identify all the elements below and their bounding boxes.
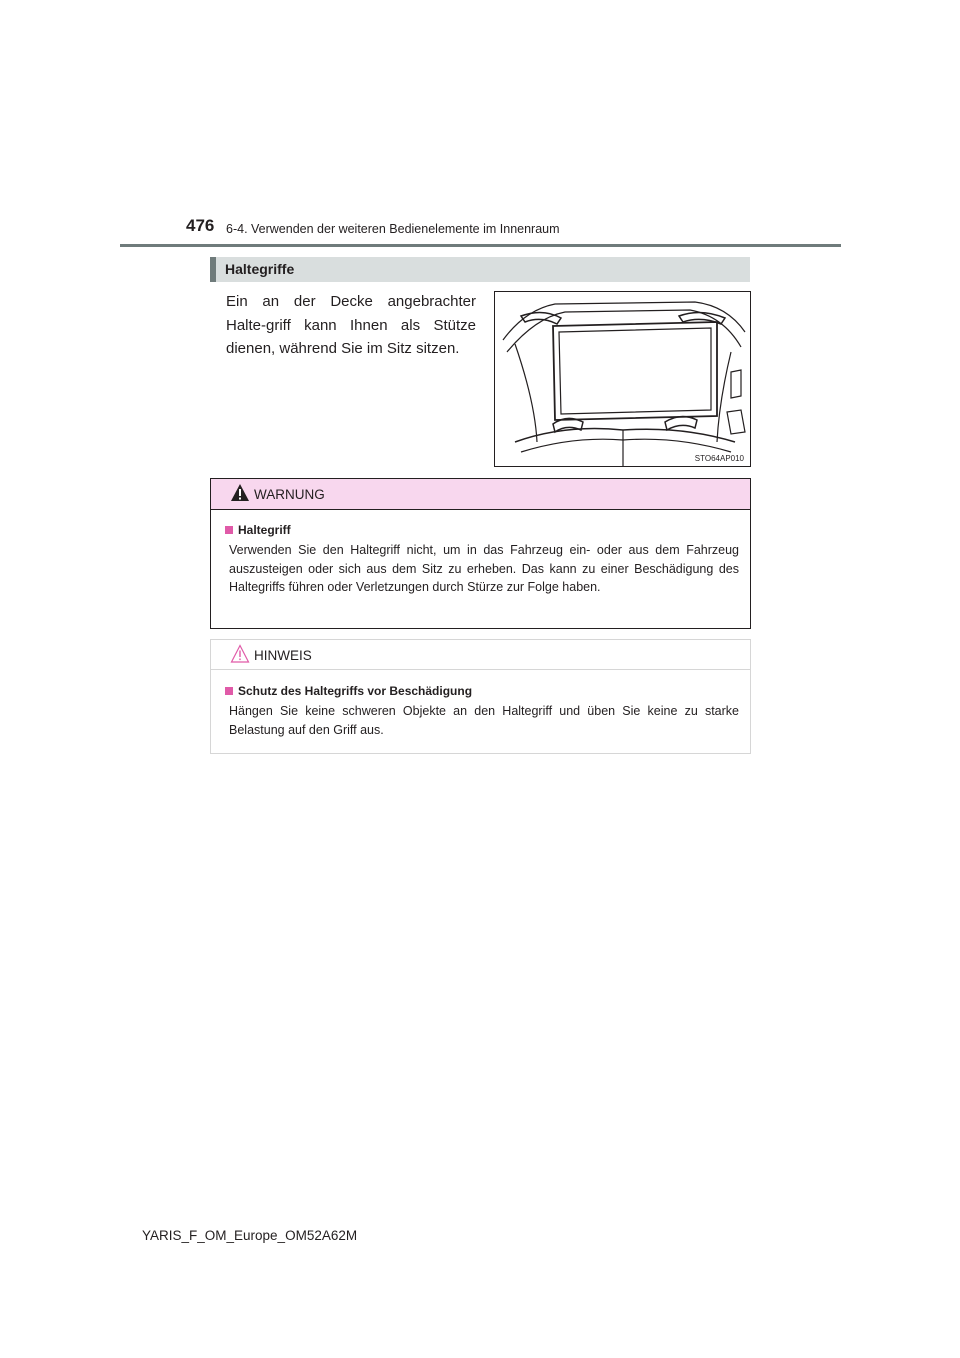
notice-item-title <box>225 684 472 698</box>
warning-item-title-text: Haltegriff <box>238 523 291 537</box>
notice-item-text: Hängen Sie keine schweren Objekte an den Haltegriff und üben Sie keine zu starke Belastung auf den Griff aus. <box>229 704 739 737</box>
car-ceiling-drawing <box>495 292 750 466</box>
notice-label: HINWEIS <box>254 648 312 663</box>
warning-label: WARNUNG <box>254 487 325 502</box>
page-number: 476 <box>186 216 215 235</box>
figure-id: STO64AP010 <box>694 454 744 463</box>
bullet-square-icon <box>225 526 233 534</box>
warning-triangle-icon <box>230 483 250 503</box>
intro-text: Ein an der Decke angebrachter Halte-griff kann Ihnen als Stütze dienen, während Sie im Sitz sitzen. <box>226 293 476 357</box>
warning-box <box>210 478 751 629</box>
caution-outline-triangle-icon <box>230 644 250 664</box>
document-code: YARIS_F_OM_Europe_OM52A62M <box>142 1228 358 1243</box>
notice-box <box>210 639 751 754</box>
assist-grip-illustration <box>494 291 751 467</box>
chapter-title: 6-4. Verwenden der weiteren Bedienelemente im Innenraum <box>226 222 560 236</box>
section-accent <box>210 257 216 282</box>
section-heading-bar <box>210 257 750 282</box>
section-title: Haltegriffe <box>225 261 295 277</box>
bullet-square-icon <box>225 687 233 695</box>
header-divider <box>120 244 841 247</box>
warning-header <box>211 479 750 510</box>
notice-item-title-text: Schutz des Haltegriffs vor Beschädigung <box>238 684 473 698</box>
warning-item-title <box>225 523 291 537</box>
notice-header <box>211 640 750 670</box>
warning-item-text: Verwenden Sie den Haltegriff nicht, um in das Fahrzeug ein- oder aus dem Fahrzeug auszusteigen oder sich aus dem Sitz zu erheben. Das kann zu einer Beschädigung des Haltegriffs führen oder Verletzungen durch Stürze zur Folge haben. <box>229 543 739 594</box>
